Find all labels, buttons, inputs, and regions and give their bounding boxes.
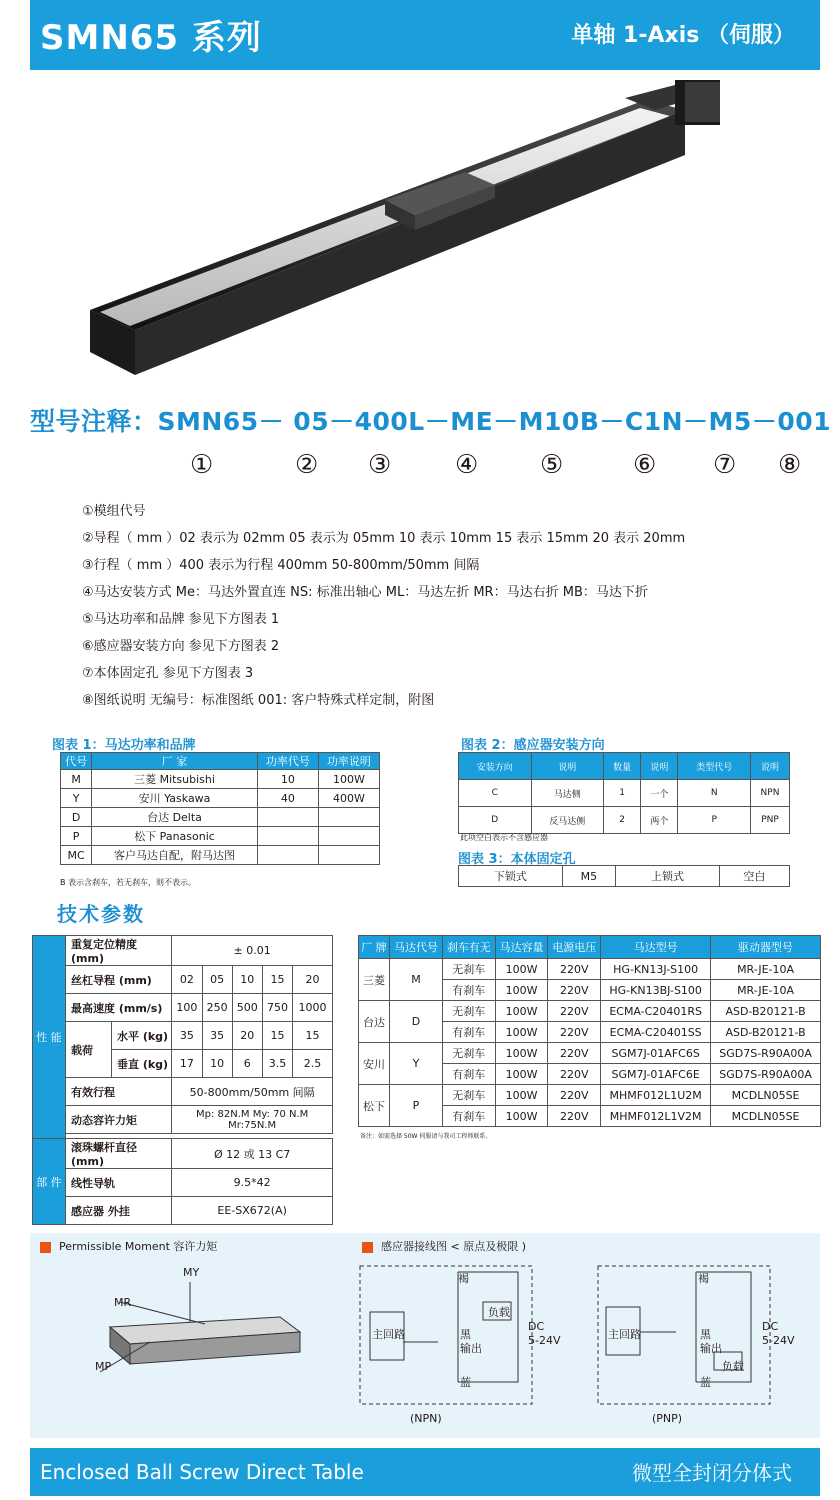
wire-black-label: 黑 <box>700 1328 711 1341</box>
table-row: P 松下 Panasonic <box>61 827 380 846</box>
wire-black-label: 黑 <box>460 1328 471 1341</box>
moment-diagram <box>90 1262 320 1382</box>
table-row: Y 安川 Yaskawa 40 400W <box>61 789 380 808</box>
dc-label: DC <box>762 1320 779 1333</box>
output-label: 输出 <box>700 1342 722 1355</box>
sensor-direction-table <box>458 752 790 834</box>
footer-right-text: 微型全封闭分体式 <box>632 1461 792 1485</box>
page-subtitle: 单轴 1-Axis （伺服） <box>571 23 795 48</box>
note-item: ④马达安装方式 Me：马达外置直连 NS: 标准出轴心 ML：马达左折 MR：马达右折 MB：马达下折 <box>82 585 648 600</box>
table1-note: B 表示含刹车，若无刹车，则不表示。 <box>60 878 197 887</box>
note-item: ⑦本体固定孔 参见下方图表 3 <box>82 666 254 681</box>
circle-4: ④ <box>455 450 479 480</box>
table2-note: 此项空白表示不含感应器 <box>460 833 548 842</box>
table-header: 功率说明 <box>318 753 379 770</box>
side-label-parts: 部 件 <box>33 1139 66 1225</box>
square-icon <box>40 1242 51 1253</box>
wire-brown-label: 褐 <box>458 1272 469 1285</box>
table-row: D 反马达侧 2 两个 P PNP <box>459 807 790 834</box>
model-code: 型号注释：SMN65－ 05－400L－ME－M10B－C1N－M5－001 <box>30 407 832 436</box>
main-circuit-label: 主回路 <box>372 1328 405 1341</box>
table-row: MC 客户马达自配，附马达图 <box>61 846 380 865</box>
table-row: 三菱 M 无刹车 100W 220V HG-KN13J-S100 MR-JE-10A <box>359 959 821 980</box>
side-label-performance: 性 能 <box>33 936 66 1139</box>
wire-brown-label: 褐 <box>698 1272 709 1285</box>
load-label: 负载 <box>722 1360 744 1373</box>
moment-mr: MR <box>114 1296 132 1309</box>
circle-5: ⑤ <box>540 450 564 480</box>
npn-label: (NPN) <box>410 1412 442 1425</box>
table-header: 功率代号 <box>257 753 318 770</box>
mount-hole-table <box>458 865 790 887</box>
note-item: ②导程（ mm ）02 表示为 02mm 05 表示为 05mm 10 表示 10mm 15 表示 15mm 20 表示 20mm <box>82 531 686 546</box>
table-header: 说明 <box>531 753 604 780</box>
square-icon <box>362 1242 373 1253</box>
table-header: 类型代号 <box>678 753 751 780</box>
table-row: 有刹车 100W 220V ECMA-C20401SS ASD-B20121-B <box>359 1022 821 1043</box>
output-label: 输出 <box>460 1342 482 1355</box>
table-row: 台达 D 无刹车 100W 220V ECMA-C20401RS ASD-B20121-B <box>359 1001 821 1022</box>
note-item: ⑤马达功率和品牌 参见下方图表 1 <box>82 612 280 627</box>
table-row: M 三菱 Mitsubishi 10 100W <box>61 770 380 789</box>
tech-title: 技术参数 <box>57 902 145 926</box>
note-item: ③行程（ mm ）400 表示为行程 400mm 50-800mm/50mm 间隔 <box>82 558 480 573</box>
table-row: 安川 Y 无刹车 100W 220V SGM7J-01AFC6S SGD7S-R90A00A <box>359 1043 821 1064</box>
motor-table-note: 备注：如需选择 50W 伺服请与我司工程师联系。 <box>360 1133 492 1140</box>
table-header: 说明 <box>641 753 678 780</box>
wire-blue-label: 蓝 <box>460 1376 471 1389</box>
table-row: 有刹车 100W 220V HG-KN13BJ-S100 MR-JE-10A <box>359 980 821 1001</box>
pnp-label: (PNP) <box>652 1412 683 1425</box>
moment-my: MY <box>183 1266 200 1279</box>
motor-model-table: 厂 牌 马达代号 刹车有无 马达容量 电源电压 马达型号 驱动器型号 三菱 M 无刹车 100W 220V HG-KN13J-S100 MR-JE-10A 有刹车 100W 220V HG-KN13BJ-S100 MR-JE-10A 台达 D 无刹车 100W 220V ECMA-C20401RS ASD-B20121-B 有刹车 100W 220V ECMA-C20401SS ASD-B20121-B 安川 Y 无刹车 100W 220V SGM7J-01AFC6S SGD7S-R90A00A 有刹车 100W 220V SGM7J-01AFC6E SGD7S-R90A00A 松下 P 无刹车 100W 220V MHMF012L1U2M MCDLN05SE 有刹车 100W 220V MHMF012L1V2M MCDLN05SE <box>358 935 821 1127</box>
main-circuit-label: 主回路 <box>608 1328 641 1341</box>
wire-blue-label: 蓝 <box>700 1376 711 1389</box>
table-header: 安装方向 <box>459 753 532 780</box>
note-item: ①模组代号 <box>82 504 146 519</box>
circle-8: ⑧ <box>778 450 802 480</box>
circle-3: ③ <box>368 450 392 480</box>
footer-left-text: Enclosed Ball Screw Direct Table <box>40 1460 364 1484</box>
table-header: 代号 <box>61 753 92 770</box>
note-item: ⑥感应器安装方向 参见下方图表 2 <box>82 639 280 654</box>
note-item: ⑧图纸说明 无编号：标准图纸 001: 客户特殊式样定制，附图 <box>82 693 435 708</box>
motor-brand-table <box>60 752 380 865</box>
performance-table: 性 能 重复定位精度 (mm) ± 0.01 丝杠导程 (mm) 02 05 10 15 20 最高速度 (mm/s) 100 250 500 750 1000 载荷 水平 (kg) 35 35 20 15 15 垂直 (kg) 17 10 6 3.5 2.5 有效行程 50-800mm/50mm 间隔 动态容许力矩 Mp: 82N.M My: 70 N.M Mr:75N.M 部 件 滚珠螺杆直径 (mm) Ø 12 或 13 C7 线性导轨 9.5*42 感应器 外挂 EE-SX672(A) <box>32 935 333 1225</box>
table-row: 松下 P 无刹车 100W 220V MHMF012L1U2M MCDLN05SE <box>359 1085 821 1106</box>
table-header: 说明 <box>750 753 789 780</box>
sensor-diagram-label: 感应器接线图 < 原点及极限 ) <box>362 1238 526 1254</box>
table-header: 数量 <box>604 753 641 780</box>
circle-2: ② <box>295 450 319 480</box>
table-row: 有刹车 100W 220V MHMF012L1V2M MCDLN05SE <box>359 1106 821 1127</box>
moment-label: Permissible Moment 容许力矩 <box>40 1238 217 1254</box>
product-image <box>85 80 745 390</box>
moment-mp: MP <box>95 1360 112 1373</box>
table-row: D 台达 Delta <box>61 808 380 827</box>
table-row: 下锁式 M5 上锁式 空白 <box>459 866 790 887</box>
table-header: 厂 家 <box>92 753 258 770</box>
table-row: C 马达侧 1 一个 N NPN <box>459 780 790 807</box>
load-label: 负载 <box>488 1306 510 1319</box>
voltage-label: 5-24V <box>528 1334 561 1347</box>
table3-title: 图表 3：本体固定孔 <box>458 852 576 867</box>
dc-label: DC <box>528 1320 545 1333</box>
circle-6: ⑥ <box>633 450 657 480</box>
circle-1: ① <box>190 450 214 480</box>
table2-title: 图表 2：感应器安装方向 <box>461 738 605 753</box>
model-notes <box>82 498 685 714</box>
page-title: SMN65 系列 <box>40 18 262 58</box>
voltage-label: 5-24V <box>762 1334 795 1347</box>
table-row: 有刹车 100W 220V SGM7J-01AFC6E SGD7S-R90A00A <box>359 1064 821 1085</box>
table1-title: 图表 1：马达功率和品牌 <box>52 738 196 753</box>
circle-7: ⑦ <box>713 450 737 480</box>
